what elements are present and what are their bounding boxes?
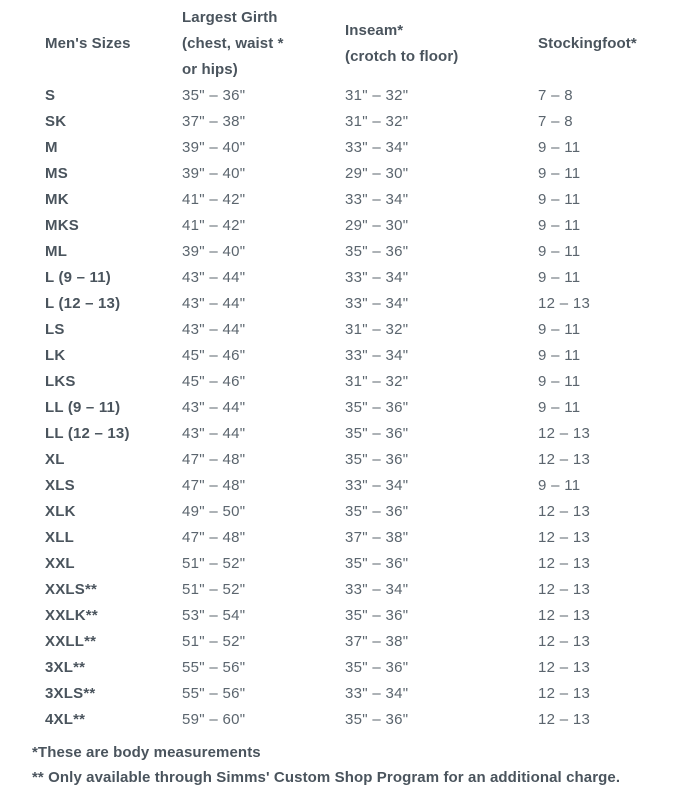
size-cell: M: [45, 139, 58, 156]
stockingfoot-cell: 9 – 11: [538, 243, 581, 260]
girth-cell: 47" – 48": [182, 529, 246, 546]
girth-cell: 37" – 38": [182, 113, 246, 130]
girth-cell: 47" – 48": [182, 451, 246, 468]
header-largest-girth-line3: or hips): [182, 61, 238, 78]
table-row: [45, 447, 694, 473]
girth-cell: 43" – 44": [182, 425, 246, 442]
header-largest-girth: [182, 5, 345, 83]
inseam-cell: 33" – 34": [345, 191, 409, 208]
stockingfoot-cell: 12 – 13: [538, 295, 591, 312]
inseam-cell: 35" – 36": [345, 503, 409, 520]
stockingfoot-cell: 12 – 13: [538, 451, 591, 468]
stockingfoot-cell: 12 – 13: [538, 425, 591, 442]
size-cell: XL: [45, 451, 65, 468]
stockingfoot-cell: 12 – 13: [538, 581, 591, 598]
inseam-cell: 31" – 32": [345, 87, 409, 104]
inseam-cell: 35" – 36": [345, 555, 409, 572]
girth-cell: 39" – 40": [182, 243, 246, 260]
size-cell: LK: [45, 347, 66, 364]
stockingfoot-cell: 12 – 13: [538, 659, 591, 676]
inseam-cell: 31" – 32": [345, 321, 409, 338]
girth-cell: 39" – 40": [182, 165, 246, 182]
header-inseam-line1: Inseam*: [345, 22, 404, 39]
stockingfoot-cell: 9 – 11: [538, 347, 581, 364]
girth-cell: 39" – 40": [182, 139, 246, 156]
table-row: [45, 577, 694, 603]
table-row: [45, 603, 694, 629]
table-row: [45, 213, 694, 239]
table-header-row: [45, 5, 694, 83]
size-cell: XLS: [45, 477, 75, 494]
inseam-cell: 33" – 34": [345, 139, 409, 156]
size-cell: 4XL**: [45, 711, 86, 728]
header-largest-girth-line1: Largest Girth: [182, 9, 278, 26]
inseam-cell: 35" – 36": [345, 711, 409, 728]
inseam-cell: 33" – 34": [345, 581, 409, 598]
inseam-cell: 35" – 36": [345, 607, 409, 624]
table-row: [45, 499, 694, 525]
stockingfoot-cell: 9 – 11: [538, 399, 581, 416]
size-cell: MS: [45, 165, 68, 182]
size-cell: S: [45, 87, 56, 104]
inseam-cell: 33" – 34": [345, 269, 409, 286]
header-inseam: [345, 18, 538, 70]
stockingfoot-cell: 12 – 13: [538, 555, 591, 572]
size-cell: 3XLS**: [45, 685, 96, 702]
size-cell: ML: [45, 243, 68, 260]
girth-cell: 51" – 52": [182, 581, 246, 598]
table-row: [45, 369, 694, 395]
stockingfoot-cell: 9 – 11: [538, 321, 581, 338]
size-cell: L (9 – 11): [45, 269, 111, 286]
girth-cell: 43" – 44": [182, 321, 246, 338]
inseam-cell: 33" – 34": [345, 685, 409, 702]
footnotes: [32, 740, 694, 788]
size-cell: MK: [45, 191, 69, 208]
table-row: [45, 473, 694, 499]
size-cell: 3XL**: [45, 659, 86, 676]
girth-cell: 43" – 44": [182, 295, 246, 312]
header-largest-girth-line2: (chest, waist *: [182, 35, 284, 52]
girth-cell: 41" – 42": [182, 191, 246, 208]
girth-cell: 55" – 56": [182, 685, 246, 702]
stockingfoot-cell: 9 – 11: [538, 269, 581, 286]
stockingfoot-cell: 12 – 13: [538, 607, 591, 624]
size-cell: XLK: [45, 503, 76, 520]
inseam-cell: 37" – 38": [345, 529, 409, 546]
stockingfoot-cell: 12 – 13: [538, 503, 591, 520]
inseam-cell: 29" – 30": [345, 217, 409, 234]
table-row: [45, 135, 694, 161]
girth-cell: 45" – 46": [182, 347, 246, 364]
size-cell: SK: [45, 113, 67, 130]
girth-cell: 59" – 60": [182, 711, 246, 728]
table-row: [45, 265, 694, 291]
girth-cell: 51" – 52": [182, 633, 246, 650]
table-row: [45, 343, 694, 369]
inseam-cell: 35" – 36": [345, 399, 409, 416]
inseam-cell: 35" – 36": [345, 659, 409, 676]
table-row: [45, 187, 694, 213]
girth-cell: 43" – 44": [182, 399, 246, 416]
table-body: [45, 83, 694, 733]
stockingfoot-cell: 12 – 13: [538, 685, 591, 702]
table-row: [45, 551, 694, 577]
table-row: [45, 83, 694, 109]
inseam-cell: 35" – 36": [345, 451, 409, 468]
size-cell: MKS: [45, 217, 79, 234]
inseam-cell: 33" – 34": [345, 347, 409, 364]
table-row: [45, 681, 694, 707]
size-cell: XXLL**: [45, 633, 97, 650]
girth-cell: 55" – 56": [182, 659, 246, 676]
table-row: [45, 395, 694, 421]
stockingfoot-cell: 12 – 13: [538, 529, 591, 546]
stockingfoot-cell: 7 – 8: [538, 87, 573, 104]
size-cell: LS: [45, 321, 65, 338]
stockingfoot-cell: 9 – 11: [538, 373, 581, 390]
table-row: [45, 629, 694, 655]
footnote-custom-shop: ** Only available through Simms' Custom Shop Program for an additional charge.: [32, 769, 621, 786]
stockingfoot-cell: 12 – 13: [538, 633, 591, 650]
table-row: [45, 317, 694, 343]
table-row: [45, 525, 694, 551]
girth-cell: 51" – 52": [182, 555, 246, 572]
header-stockingfoot-label: Stockingfoot*: [538, 35, 637, 52]
stockingfoot-cell: 12 – 13: [538, 711, 591, 728]
stockingfoot-cell: 9 – 11: [538, 477, 581, 494]
size-cell: LL (9 – 11): [45, 399, 121, 416]
header-stockingfoot: [538, 31, 694, 57]
inseam-cell: 31" – 32": [345, 113, 409, 130]
table-row: [45, 109, 694, 135]
footnote-body-measurements: *These are body measurements: [32, 744, 261, 761]
size-cell: L (12 – 13): [45, 295, 121, 312]
header-inseam-line2: (crotch to floor): [345, 48, 459, 65]
size-cell: XXLK**: [45, 607, 98, 624]
size-cell: LL (12 – 13): [45, 425, 130, 442]
girth-cell: 43" – 44": [182, 269, 246, 286]
table-row: [45, 655, 694, 681]
stockingfoot-cell: 9 – 11: [538, 217, 581, 234]
header-mens-sizes-label: Men's Sizes: [45, 35, 131, 52]
mens-sizes-table: [45, 5, 694, 733]
inseam-cell: 33" – 34": [345, 295, 409, 312]
table-row: [45, 421, 694, 447]
inseam-cell: 31" – 32": [345, 373, 409, 390]
size-cell: XXL: [45, 555, 75, 572]
table-row: [45, 161, 694, 187]
girth-cell: 35" – 36": [182, 87, 246, 104]
table-row: [45, 291, 694, 317]
table-row: [45, 239, 694, 265]
inseam-cell: 33" – 34": [345, 477, 409, 494]
girth-cell: 41" – 42": [182, 217, 246, 234]
inseam-cell: 35" – 36": [345, 425, 409, 442]
header-mens-sizes: [45, 31, 182, 57]
size-cell: LKS: [45, 373, 76, 390]
size-cell: XXLS**: [45, 581, 98, 598]
inseam-cell: 29" – 30": [345, 165, 409, 182]
stockingfoot-cell: 9 – 11: [538, 165, 581, 182]
stockingfoot-cell: 9 – 11: [538, 139, 581, 156]
girth-cell: 45" – 46": [182, 373, 246, 390]
stockingfoot-cell: 7 – 8: [538, 113, 573, 130]
girth-cell: 53" – 54": [182, 607, 246, 624]
inseam-cell: 37" – 38": [345, 633, 409, 650]
size-cell: XLL: [45, 529, 74, 546]
girth-cell: 49" – 50": [182, 503, 246, 520]
inseam-cell: 35" – 36": [345, 243, 409, 260]
stockingfoot-cell: 9 – 11: [538, 191, 581, 208]
girth-cell: 47" – 48": [182, 477, 246, 494]
table-row: [45, 707, 694, 733]
